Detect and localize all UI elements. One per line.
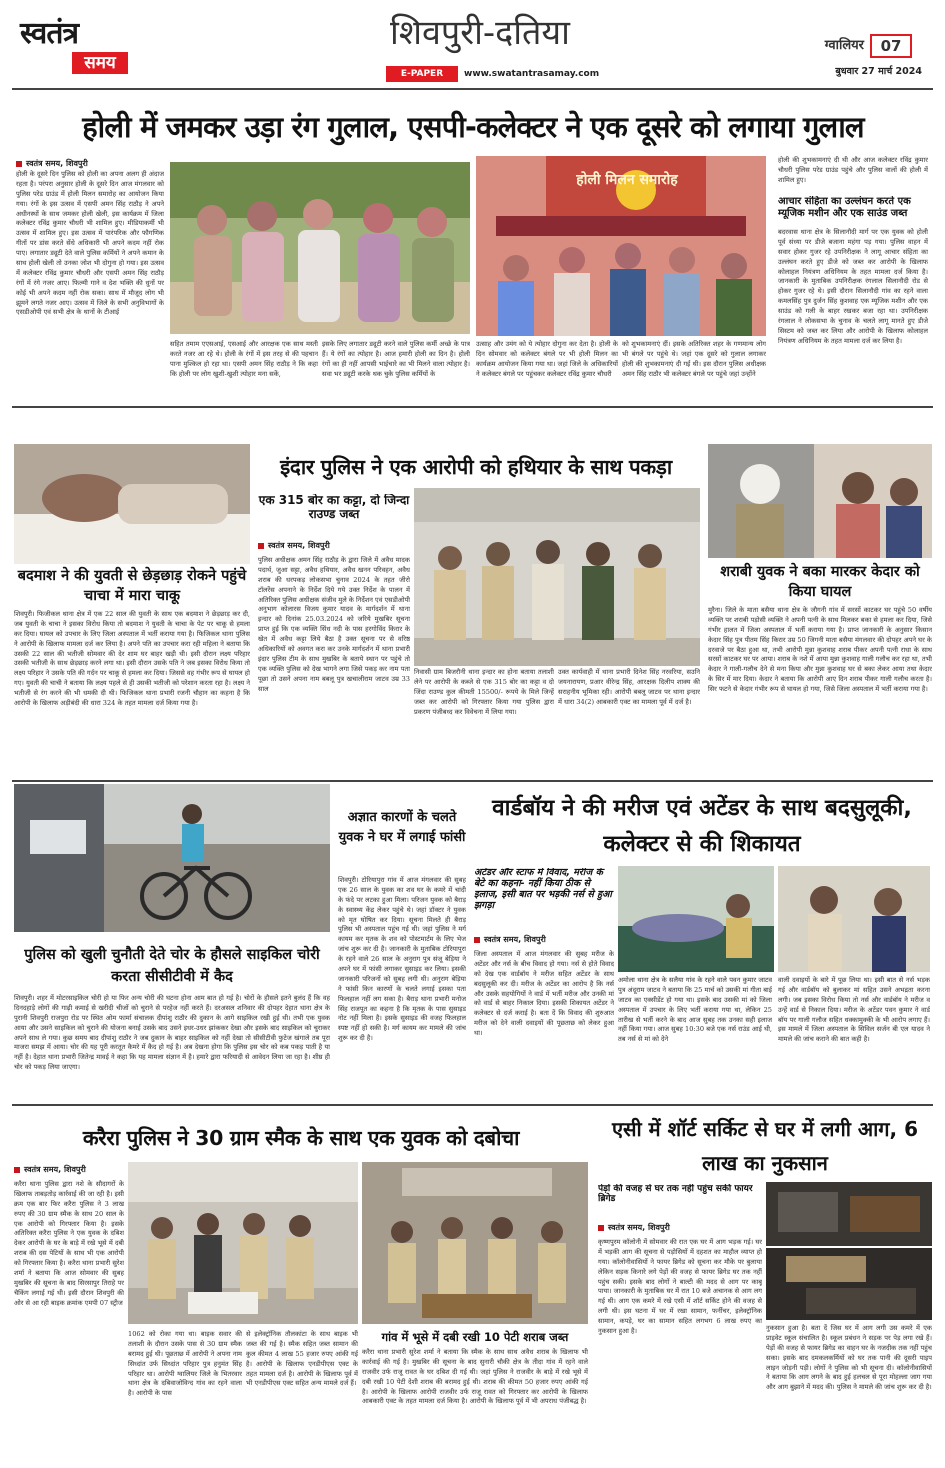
masthead-city: ग्वालियर [824,38,864,53]
website-link[interactable]: www.swatantrasamay.com [464,69,600,79]
issue-date: बुधवार 27 मार्च 2024 [835,66,922,77]
ward-headline: वार्डबॉय ने की मरीज एवं अटेंडर के साथ बदसुलूकी, कलेक्टर से की शिकायत [492,795,912,857]
cycle-body: शिवपुरी। शहर में मोटरसाइकिल चोरी हो या फिर अन्य चोरी की घटना होना आम बात हो गई है। चोरों के हौसले इतने बुलंद हैं कि वह दिनदहाड़े लोगों की गाढ़ी कमाई से खरीदी चीजों को चुराने से परहेज नहीं करते हैं। दरअसल शनिवार की दोपहर देहात थाना क्षेत्र के पुरानी शिवपुरी राजपुरा रोड पर स्थित ओम फार्मा संचालक दीपांशु राठौर की दुकान के आगे साइकिल रखी हुई थी। तभी एक युवक आया और उसने साइकिल को चुराने की योजना बनाई उसके बाद उसने इधर-उधर झांककर देखा और इसके बाद साइकिल को चुराकर अपने साथ ले गया। कुछ समय बाद दीपांशु राठौर ने जब दुकान के बाहर साइकिल को नहीं देखा तो सीसीटीवी फुटेज खंगाले तब पूरा माजरा समझ में आया। चोर की यह पूरी करतूत कैमरे में कैद हो गई है। अब देखना होगा कि पुलिस इस चोर को कब पकड़ पाती है या नहीं है। देहात थाना प्रभारी जितेन्द्र मावई ने कहा कि यह मामला संज्ञान में है। हमारे द्वारा फरियादी से आवेदन लिया जा रहा है। शीघ्र ही चोर को पकड़ लिया जाएगा। [14,994,330,1072]
ward-photo-attendant [778,866,930,972]
indar-body: पुलिस अधीक्षक अमन सिंह राठौड़ के द्वारा जिले में अवैध मादक पदार्थ, जुआ सट्टा, अवैध हथियार, अवैध खनन परिवहन, अवैध शराब की धरपकड़ लोकसभा चुनाव 2024 के तहत जीरो टॉलरेंस अपनाने के निर्देश दिये गये उक्त निर्देश के पालन में अतिरिक्त पुलिस अधीक्षक संजीव मुले के निर्देशन एवं एसडीओपी अनुभाग कोलारस विजय कुमार यादव के मार्गदर्शन में थाना इन्दार को दिनांक 25.03.2024 को जरिये मुखबिर सूचना प्राप्त हुई कि एक व्यक्ति सिंध नदी के पास हरगोविंद किरार के खेत में अवैध कट्टा लिये बैठा है उक्त सूचना पर से वरिष्ठ अधिकारियों को अवगत करा कर उनके मार्गदर्शन में थाना प्रभारी इंदार पुलिस टीम के साथ मुखबिर के बताये स्थान पर पहुंचे तो एक व्यक्ति पुलिस को देख भागने लगा जिसे पकड़ कर नाम पता पूछा तो उसने अपना नाम बबलू पुत्र खचालीराम जाटव उम्र 33 साल [258,556,410,693]
fire-body: कृष्णपुरम कॉलोनी में सोमवार की रात एक घर में आग भड़क गई। घर में भड़की आग की सूचना से पड़ोसियों में दहशत का माहौल व्याप्त हो गया। कॉलोनीवासियों ने फायर ब्रिगेड को सूचना कर मौके पर बुलाया लेकिन सड़क किनारे लगे पेड़ों की वजह से फायर ब्रिगेड घर तक नहीं पहुंच सकी। इसके बाद लोगों ने बाल्टी की मदद से आग पर काबू पाया। जानकारी के मुताबिक घर में रात 10 बजे अचानक से आग लग गई थी। आग एक कमरे में रखे एसी में शॉर्ट सर्किट होने की वजह से लगी थी। इस घटना में घर में रखा सामान, फर्नीचर, इलेक्ट्रॉनिक सामान, कपड़े, घर का सामान सहित लगभग 6 लाख रुपए का नुकसान हुआ है। [598,1238,762,1336]
masthead [0,0,945,92]
holi-col5: को शुभकामनाएं दीं। इसके अतिरिक्त शहर के गणमान्य लोग भी बंगले पर पहुंचे थे। जहां एक दूसरे को गुलाल लगाकर होली की शुभकामनाएं दी गईं थी। इस दौरान पुलिस अधीक्षक अमन सिंह राठौर भी कलेक्टर बंगले पर पहुंचे जहां उन्होंने [622,340,766,378]
ward-col1: जिला अस्पताल में आज मंगलवार की सुबह मरीज के अटेंडर और नर्स के बीच विवाद हो गया। नर्स से होते विवाद को देख एक वार्डबॉय ने मरीज सहित अटेंडर के साथ बदसुलूकी कर दी। मरीज के अटेंडर का आरोप है कि नर्स और उसके सहयोगियों ने वार्ड में भर्ती मरीज और उनकी मां को वार्ड से बाहर निकाल दिया। इसकी शिकायत अटेंडर ने कलेक्टर से दर्ज कराई है। बता दें कि विवाद की शुरुआत मरीज को देने वाली दवाइयों की पूछताछ को लेकर हुआ था। [474,950,614,1038]
indar-subhead: एक 315 बोर का कट्टा, दो जिन्दा राउण्ड जब्त [258,494,410,521]
suicide-body: शिवपुरी। टोरियापुरा गांव में आज मंगलवार की सुबह एक 26 साल के युवक का शव घर के कमरे में चांदी के फंदे पर लटका हुआ मिला। परिजन युवक को बैराड़ के स्वास्थ्य केंद्र लेकर पहुंचे थे। जहां डॉक्टर ने युवक को मृत घोषित कर दिया। सूचना मिलते ही बैराड़ पुलिस भी अस्पताल पहुंच गई थी। जहां पुलिस ने मर्ग कायम कर मृतक के शव को पोस्टमार्टम के लिए भेज जांच शुरू कर दी है। जानकारी के मुताबिक टोरियापुरा के रहने वाले 26 साल के अनुराग पुत्र संजू बेड़िया ने अपने घर में फांसी लगाकर सुसाइड कर लिया। इसकी जानकारी परिजनों को सुबह लगी थी। अनुराग बेड़िया ने फांसी किन कारणों के चलते लगाई इसका पता फिलहाल नहीं लग सका है। बैराड़ थाना प्रभारी मनोज सिंह राजपूत का कहना है कि मृतक के पास सुसाइड नोट नहीं मिला है। इसके सुसाइड की वजह फिलहाल स्पष्ट नहीं हो सकी है। मर्ग कायम कर मामले की जांच शुरू कर दी है। [338,876,466,1043]
holi-col2: सहित तमाम एएसआई, एसआई और आरक्षक एक साथ मस्ती करते नजर आ रहे थे। होली के रंगों में इस तरह से की पहचान पाना मुश्किल हो रहा था। एसपी अमन सिंह राठौड़ ने कि कहा कि होली पर लोग खुशी-खुशी त्योहार मना सकें, [170,340,318,378]
cycle-headline: पुलिस को खुली चुनौती देते चोर के हौसले साइकिल चोरी करता सीसीटीवी में कैद [24,947,320,985]
fire-headline: एसी में शॉर्ट सर्किट से घर में लगी आग, 6 लाख का नुकसान [611,1117,919,1175]
holi-col6: होली की शुभकामनाएं दी थी और आज कलेक्टर रविंद्र कुमार चौधरी पुलिस परेड ग्राउंड पहुंचे और पुलिस वालों की होली में शामिल हुए। [778,156,928,184]
karera-photo-liquor [362,1162,588,1324]
edition-title: शिवपुरी-दतिया [390,13,570,53]
indar-headline: इंदार पुलिस ने एक आरोपी को हथियार के साथ पकड़ा [280,455,672,479]
ward-photo-patient [618,866,774,972]
molest-photo [14,444,250,564]
drunk-photo [708,444,932,558]
suicide-headline: अज्ञात कारणों के चलते युवक ने घर में लगाई फांसी [338,810,466,845]
holi-col1: होली के दूसरे दिन पुलिस को होली का अपना अलग ही अंदाज रहता है। परंपरा अनुसार होली के दूसरे दिन आज मंगलवार को पुलिस परेड ग्राउंड में होली मिलन समारोह का आयोजन किया गया। रंगों के इस उत्सव में एसपी अमन सिंह राठौड़ ने अपने अधीनस्थों के साथ जमकर होली खेली, इस कार्यक्रम में जिला कलेक्टर रविंद्र कुमार चौधरी भी शामिल हुए। मीडियाकर्मी भी उत्सव में शामिल हुए। इस उत्सव में पारंपरिक और फौगणिक गीतों पर डांस करते सेंधे अधिकारी भी अपने कदम नहीं रोक पाए। लगातार ड्यूटी देते वाले पुलिस कर्मियों ने अपने कमान के साथ होली खेली तो उनका जोश भी दोगुना हो गया। इस उत्सव में कलेक्टर रविंद्र कुमार चौधरी और एसपी अमन सिंह राठौड़ रंगों में रंगे नजर आए। फिल्मी गाने व देश भक्ति की धुनों पर कोई भी अपने कदम नहीं रोक सका। साथ में मौजूद लोग भी झूमने लगते नजर आए। उत्सव में जिले के सभी अनुविभागों के एसडीओपी एवं सभी क्षेत्र के थानों के टीआई [16,170,164,317]
drunk-headline: शराबी युवक ने बका मारकर केदार को किया घायल [720,564,920,600]
karera-photo-smack [128,1162,358,1324]
fire-subhead: पेड़ों की वजह से घर तक नहीं पहुंच सकी फायर ब्रिगेड [598,1184,753,1205]
holi-banner-text: होली मिलन समारोह [576,172,678,188]
cycle-photo [14,784,330,932]
fire-col2: नुकसान हुआ है। बता दें जिस घर में आग लगी उस कमरे में एक प्राइवेट स्कूल संचालित है। स्कूल प्रबंधन ने सड़क पर पेड़ लगा रखे हैं। पेड़ों की वजह से फायर ब्रिगेड का वाहन घर के नजदीक तक नहीं पहुंच सका। इसके बाद दमकलकर्मियों को घर तक पानी की दूसरी पाइप लाइन जोड़नी पड़ी। लोगों ने पुलिस को भी सूचना दी। कॉलोनीवासियों ने बताया कि आग लगने के बाद हुई हलचल से पूरा मोहल्ला जाग गया और आग बुझाने में मदद की। पुलिस ने मामले की जांच शुरू कर दी है। [766,1324,932,1392]
ward-subhead: अटेंडर और स्टाफ में विवाद, मरीज के बेटे का कहना- नहीं किया ठीक से इलाज, इसी बात पर भड़की नर्स से हुआ झगड़ा [474,868,612,911]
fire-photo-burnt [766,1248,932,1320]
molest-body: शिवपुरी। फिजीकल थाना क्षेत्र में एक 22 साल की युवती के साथ एक बदमाश ने छेड़छाड़ कर दी, जब युवती के चाचा ने इसका विरोध किया तो बदमाश ने युवती के चाचा के पेट पर चाकू से हमला कर दिया। घायल को उपचार के लिए जिला अस्पताल में भर्ती कराया गया है। फिजिकल थाना पुलिस ने आरोपी के खिलाफ मामला दर्ज कर लिया है। अपने पति का उपचार करा रही महिला ने बताया कि उसकी 22 साल की भतीजी सोमवार की देर शाम घर बाहर खड़ी थी। इसी दौरान लक्ष्य परिहार उसकी भतीजी के साथ छेड़छाड़ करने लगा था। इसी दौरान उसके पति ने जब इसका विरोध किया तो लक्ष्य परिहार ने उसके पति की गर्दन पर चाकू से हमला कर दिया। जिससे वह गंभीर रूप से घायल हो गए। युवती की चाची ने बताया कि लक्ष्य पहले से ही उसकी भतीजी को परेशान करता रहा है। लक्ष्य ने भतीजी से रंग करने की भी धमकी दी थी। फिजिकल थाना प्रभारी रजनी चौहान का कहना है कि आरोपी के खिलाफ अड़ीबंदी की धारा 324 के तहत मामला दर्ज किया गया है। [14,610,250,708]
indar-caption2: उक्त कार्यवाही में थाना प्रभारी दिनेश सिंह नरवरिया, सउनि जयनारायण, प्रआर वीरेन्द्र सिंह, आरक्षक दिलीप शाक्य की सराहनीय भूमिका रही। आरोपी बबलू जाटव पर थाना इन्दार में धारा 34(2) आबकारी एक्ट का मामला पूर्व में दर्ज है। [558,668,700,706]
indar-photo [414,488,700,666]
epaper-label: E-PAPER [386,66,458,82]
holi-headline: होली में जमकर उड़ा रंग गुलाल, एसपी-कलेक्टर ने एक दूसरे को लगाया गुलाल [82,110,864,144]
karera-col2: 1062 को रोका गया था। बाइक सवार की तलाशी के दौरान उसके पास से 30 ग्राम स्मैक बरामद हुई थी। पूछताछ में आरोपी ने अपना नाम सिध्दांत उर्फ सिध्दांत परिहार पुत्र हनुमंत सिंह परिहार था। आरोपी ग्वालियर जिले के भितरवार थाना क्षेत्र के दबिवाजोविन्द गांव का रहने वाला है। आरोपी के पास [128,1330,242,1398]
liquor-caption-body: करैरा थाना प्रभारी सुरेश शर्मा ने बताया कि स्मैक के साथ साथ अवैध शराब के खिलाफ भी कार्रवाई की गई है। मुखबिर की सूचना के बाद सुनारी चौकी क्षेत्र के तीदा गांव में रहने वाले राजवीर उर्फ राजू रावत के घर दबिश दी गई थी। जहां पुलिस ने राजवीर के बाड़े में रखे भूसे में दबी रखी 10 पेटी देशी शराब की बरामद हुई थी। शराब की कीमत 50 हजार रुपए आंकी गई है। आरोपी के खिलाफ आरोपी राजवीर उर्फ राजू रावत को गिरफ्तार कर आरोपी के खिलाफ आबकारी एक्ट के तहत मामला दर्ज किया है। आरोपी के खिलाफ पूर्व में भी अपराध पंजीबद्ध है। [362,1348,588,1406]
karera-byline: स्वतंत्र समय, शिवपुरी [14,1164,124,1176]
ward-col3: वाली दवाइयों के बारे में पूछ लिया था। इसी बात से नर्स भड़क गई और वार्डबॉय को बुलाकर मां सहित उसने अभद्रता करना लगी। जब इसका विरोध किया तो नर्स और वार्डबॉय ने मरीज व उन्हें वार्ड से निकाल दिया। मरीज के अटेंडर पवन कुमार ने वार्ड बॉय पर गाली गलौज सहित धक्कामुक्की के भी आरोप लगाए हैं। इस मामले में जिला अस्पताल के सिविल सर्जन बी एल यादव ने मामले की जांच कराने की बात कही है। [778,976,930,1044]
excise-headline: आचार संहिता का उल्लंघन करते एक म्यूजिक मशीन और एक साउंड जब्त [778,196,911,219]
holi-byline: स्वतंत्र समय, शिवपुरी [16,158,166,170]
divider-2 [12,780,933,782]
holi-photo-banner [476,156,766,336]
liquor-caption-head: गांव में भूसे में दबी रखी 10 पेटी शराब जब्त [381,1330,569,1344]
ward-byline: स्वतंत्र समय, शिवपुरी [474,934,614,946]
masthead-rule [12,88,933,90]
divider-1 [12,406,933,408]
holi-col4: उत्साह और उमंग को ये त्योहार दोगुना कर देता है। होली के दिन सोमवार को कलेक्टर बंगले पर भी होली मिलन का कार्यक्रम आयोजन किया गया था। जहां जिले के अधिकारियों ने कलेक्टर बंगले पर पहुंचकर कलेक्टर रविंद्र कुमार चौधरी [476,340,618,378]
karera-col1: करैरा थाना पुलिस द्वारा नशे के सौदागरों के खिलाफ ताबड़तोड़ कार्रवाई की जा रही है। इसी क्रम एक बार फिर करैरा पुलिस ने 3 लाख रुपए की 30 ग्राम स्मैक के साथ 20 साल के एक आरोपी को गिरफ्तार किया है। इसके अतिरिक्त करैरा पुलिस ने एक युवक के दबिश देकर आरोपी के घर के बाड़े में रखे भूसे में दबी शराब की दस पेटियों के साथ भी एक आरोपी को गिरफ्तार किया है। करैरा थाना प्रभारी सुरेश शर्मा ने बताया कि आज सोमवार की सुबह मुखबिर की सूचना के बाद सिरसापुर तिराहे पर चैकिंग लगाई गई थी। इसी दौरान शिवपुरी की ओर से आ रही बाइक क्रमांक एमपी 07 स्ट्रीज [14,1180,124,1307]
drunk-body: मुरैना। जिले के माता बसैया थाना क्षेत्र के जौगनी गांव में सरसों काटकर घर पहुंचे 50 वर्षीय व्यक्ति पर शराबी पड़ोसी व्यक्ति ने अपनी पत्नी के साथ मिलकर बका से हमला कर दिया, जिसे गंभीर हालत में जिला अस्पताल में भर्ती कराया गया है। प्राप्त जानकारी के अनुसार किसान केदार सिंह पुत्र पीतम सिंह किरार उम्र 50 जिगनी माता बसैया मंगलवार की दोपहर अपने घर के दरवाजे पर बैठा हुआ था, तभी आरोपी मुन्ना कुशवाह शराब पीकर अपनी पत्नी राधा के साथ सरसों काटकर घर पर आया। शराब के नशे में आया मुन्ना कुशवाह गाली गलौच कर रहा था, तभी केदार ने गाली-गलौच देने से मना किया और मुन्ना कुशवाह घर से बका लेकर आया तथा केदार के सिर में मार दिया। केदार ने बताया कि आरोपी आए दिन शराब पीकर गाली गलौच करता है। सिर फटने से केदार गंभीर रूप से घायल हो गया, जिसे जिला अस्पताल में भर्ती कराया गया है। [708,606,932,694]
karera-col3: से इलेक्ट्रॉनिक तौलकांटा के साथ बाइक भी जब्त की गई है। स्मैक सहित जब्त सामान की कुल कीमत 4 लाख 55 हजार रुपए आंकी गई है। आरोपी के खिलाफ एनडीपीएस एक्ट के तहत मामला दर्ज है। आरोपी के खिलाफ पूर्व में भी एनडीपीएस एक्ट सहित अन्य मामले दर्ज हैं। [246,1330,358,1388]
holi-photo-officials [170,162,470,334]
fire-photo-room [766,1182,932,1246]
holi-col3: इसके लिए लगातार ड्यूटी करने वाले पुलिस कर्मी अच्छे के पात्र हैं। ये रंगों का त्योहार है। आज हमारी होली का दिन है। होली रंगों का ही नहीं आपसी भाईचारे का भी मिलने वाला त्योहार है। सवा भर ड्यूटी करके थक चुके पुलिस कर्मियों के [322,340,470,378]
logo-bottom: समय [72,52,128,74]
logo-top: स्वतंत्र [20,16,79,51]
fire-byline: स्वतंत्र समय, शिवपुरी [598,1222,762,1234]
karera-headline: करैरा पुलिस ने 30 ग्राम स्मैक के साथ एक युवक को दबोचा [82,1126,520,1150]
indar-byline: स्वतंत्र समय, शिवपुरी [258,540,410,552]
divider-3 [12,1104,933,1106]
molest-headline: बदमाश ने की युवती से छेड़छाड़ रोकने पहुंचे चाचा में मारा चाकू [17,568,247,604]
excise-body: बदरवास थाना क्षेत्र के सिलानौदी मार्ग पर एक युवक को होली पूर्व संध्या पर डीजे बजाना महंगा पड़ गया। पुलिस वाहन में सवार होकर गुजर रहे उपनिरीक्षक ने लागू आचार संहिता का उल्लंघन करते हुए डीजे को जब्त कर आरोपी के खिलाफ कोलाहल नियंत्रण अधिनियम के तहत मामला दर्ज किया है। जानकारी के मुताबिक उपनिरीक्षक रंगलाल सिलानौदी रोड से होकर गुजर रहे थे। इसी दौरान सिलानौदी गांव का रहने वाला कमलसिंह पुत्र दुर्जन सिंह कुशवाह एक म्यूजिक मशीन और एक साउंड को गली के बाहर रखकर बजा रहा था। उपनिरीक्षक रंगलाल ने लोकसभा के चुनाव के चलते लागू मानते हुए डीजे सिस्टम को जब्त कर लिया और आरोपी के खिलाफ कोलाहल नियंत्रण अधिनियम के तहत मामला दर्ज कर लिया है। [778,228,928,345]
ward-col2: अमोला थाना क्षेत्र के सलैया गांव के रहने वाले पवन कुमार जाटव पुत्र अंदूराम जाटव ने बताया कि 25 मार्च को उसकी मां गीता बाई जाटव का एक्सीडेंट हो गया था। इसके बाद उसकी मां को जिला अस्पताल में उपचार के लिए भर्ती कराया गया था, लेकिन 25 तारीख से भर्ती करने के बाद आज सुबह तक उनका सही इलाज नहीं किया गया। आज सुबह 10:30 बजे एक नर्स राउंड आई थी, तब नर्स से मां को देने [618,976,772,1044]
indar-caption1: निवासी ग्राम बिजरौनी थाना इन्दार का होना बताया तलाशी लेने पर आरोपी के कब्जे से एक 315 बोर का कट्टा व दो जिंदा राउण्ड कुल कीमती 15500/- रूपये के मिले जिन्हें जब्त कर आरोपी को गिरफ्तार किया गया पुलिस द्वारा प्रकरण पंजीबध्द कर विवेचना में लिया गया। [414,668,554,716]
page-number: 07 [870,34,912,58]
